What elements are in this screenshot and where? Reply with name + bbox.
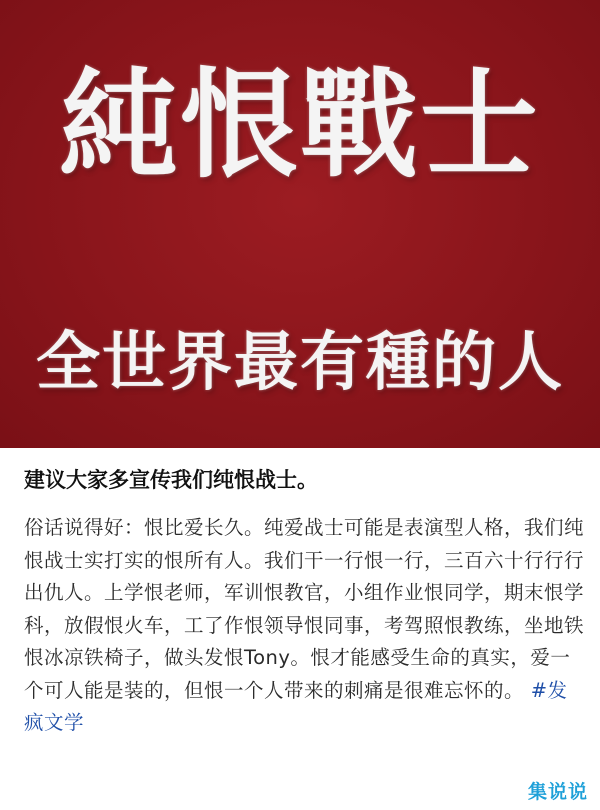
post-heading: 建议大家多宣传我们纯恨战士。 — [24, 468, 318, 492]
banner-subtitle: 全世界最有種的人 — [36, 325, 564, 400]
post-body — [24, 512, 584, 740]
post-body-text: 俗话说得好：恨比爱长久。纯爱战士可能是表演型人格，我们纯恨战士实打实的恨所有人。我们干一行恨一行，三百六十行行行出仇人。上学恨老师，军训恨教官，小组作业恨同学，期末恨学科，放假恨火车，工了作恨领导恨同事，考驾照恨教练，坐地铁恨冰凉铁椅子，做头发恨Tony。恨才能感受生命的真实，爱一个可人能是装的，但恨一个人带来的刺痛是很难忘怀的。 — [24, 516, 585, 702]
hashtag-link[interactable]: #发疯文学 — [24, 678, 568, 734]
watermark-logo: 集说说 — [527, 781, 588, 803]
banner-title: 純恨戰士 — [59, 55, 540, 194]
